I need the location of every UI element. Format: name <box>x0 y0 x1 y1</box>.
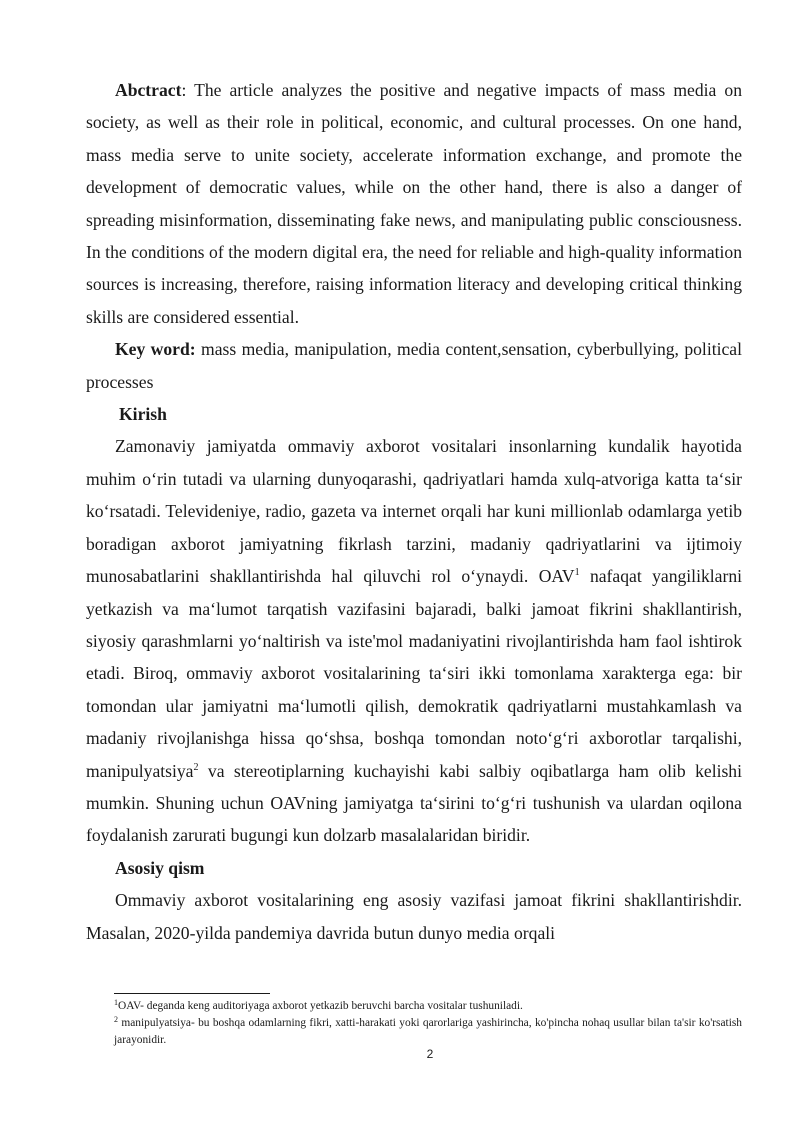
main-paragraph: Ommaviy axborot vositalarining eng asosiy vazifasi jamoat fikrini shakllantirishdir. Masalan, 2020-yilda pandemiya davrida butun dunyo media orqali <box>86 890 742 943</box>
abstract-text: : The article analyzes the positive and negative impacts of mass media on society, as well as their role in political, economic, and cultural processes. On one hand, mass media serve to unite society, accelerate information exchange, and promote the development of democratic values, while on the other hand, there is also a danger of spreading misinformation, disseminating fake news, and manipulating public consciousness. In the conditions of the modern digital era, the need for reliable and high-quality information sources is increasing, therefore, raising information literacy and developing critical thinking skills are considered essential. <box>86 80 742 327</box>
intro-text-3: va stereotiplarning kuchayishi kabi salbiy oqibatlarga ham olib kelishi mumkin. Shuning uchun OAVning jamiyatga ta‘sirini to‘g‘ri tushunish va ulardan oqilona foydalanish zarurati bugungi kun dolzarb masalalaridan biridir. <box>86 760 742 846</box>
intro-text-1: Zamonaviy jamiyatda ommaviy axborot vositalari insonlarning kundalik hayotida muhim o‘rin tutadi va ularning dunyoqarashi, qadriyatlari hamda xulq-atvoriga katta ta‘sir ko‘rsatadi. Televideniye, radio, gazeta va internet orqali har kuni millionlab odamlarga yetib boradigan axborot jamiyatning fikrlash tarzini, madaniy qadriyatlarini va ijtimoiy munosabatlarini shakllantirishda hal qiluvchi rol o‘ynaydi. OAV <box>86 436 742 587</box>
footnote-divider <box>114 993 270 994</box>
footnotes <box>114 998 742 1049</box>
footnote-number-1: 1 <box>114 998 118 1007</box>
keywords-text: mass media, manipulation, media content,sensation, cyberbullying, political processes <box>86 339 742 392</box>
footnote-text-2: manipulyatsiya- bu boshqa odamlarning fikri, xatti-harakati yoki qarorlariga yashirincha, ko'pincha nohaq usullar bilan ta'sir ko'rsatish jarayonidir. <box>114 1017 742 1046</box>
intro-text-2: nafaqat yangiliklarni yetkazish va ma‘lumot tarqatish vazifasini bajaradi, balki jamoat fikrini shakllantirish, siyosiy qarashmlarni yo‘naltirish va iste'mol madaniyatini rivojlantirishda ham faol ishtirok etadi. Biroq, ommaviy axborot vositalarining ta‘siri ikki tomonlama xarakterga ega: bir tomondan ular jamiyatni ma‘lumotli qilish, demokratik qadriyatlarni mustahkamlash va madaniy rivojlanishga hissa qo‘shsa, boshqa tomondan noto‘g‘ri axborotlar tarqalishi, manipulyatsiya <box>86 566 743 781</box>
body-text <box>86 74 742 949</box>
footnote-1 <box>114 998 742 1015</box>
main-heading: Asosiy qism <box>115 857 205 878</box>
keywords-paragraph <box>86 333 742 398</box>
footnote-number-2: 2 <box>114 1015 118 1024</box>
footnote-ref-1[interactable]: 1 <box>574 567 580 579</box>
intro-heading: Kirish <box>119 404 167 425</box>
abstract-label: Abctract <box>115 80 182 100</box>
footnote-text-1: OAV- deganda keng auditoriyaga axborot yetkazib beruvchi barcha vositalar tushuniladi. <box>118 1000 523 1012</box>
intro-paragraph <box>86 430 742 851</box>
footnote-2 <box>114 1015 742 1049</box>
footnote-ref-2[interactable]: 2 <box>193 761 199 773</box>
page-number: 2 <box>426 1047 434 1061</box>
abstract-paragraph <box>86 74 742 333</box>
keywords-label: Key word: <box>115 339 196 360</box>
